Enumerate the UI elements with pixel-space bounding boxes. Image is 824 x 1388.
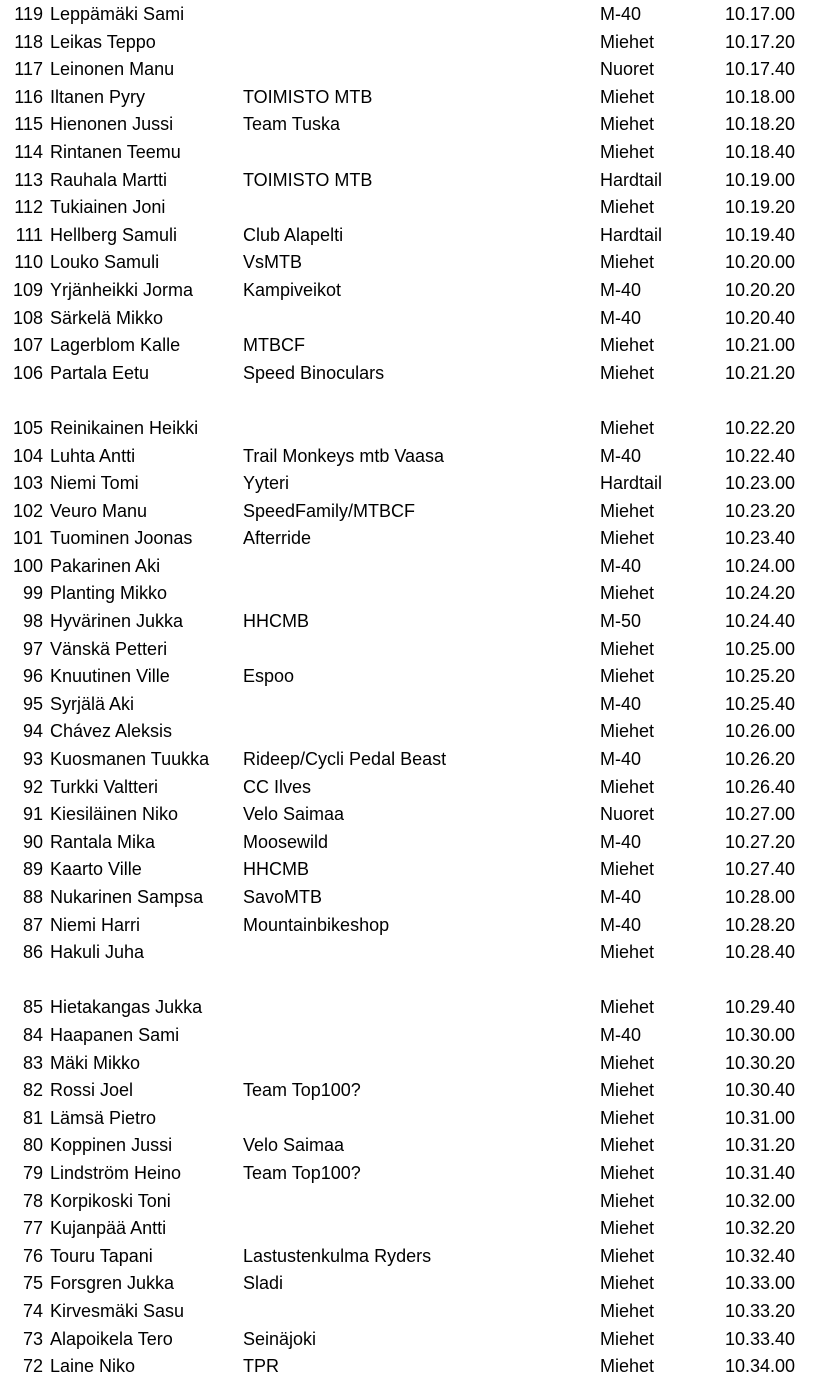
rider-class: Miehet [600, 1190, 655, 1211]
start-time: 10.18.40 [725, 141, 796, 162]
start-number: 100 [12, 555, 43, 576]
start-time: 10.23.40 [725, 528, 796, 549]
start-number: 92 [22, 776, 43, 797]
start-number: 80 [22, 1135, 43, 1156]
rider-name: Niemi Harri [50, 914, 140, 935]
start-time: 10.28.20 [725, 914, 796, 935]
start-time: 10.18.00 [725, 86, 796, 107]
rider-name: Hietakangas Jukka [50, 997, 203, 1018]
rider-class: Nuoret [600, 59, 655, 80]
start-number: 98 [22, 611, 43, 632]
start-number: 96 [22, 666, 43, 687]
start-number: 104 [12, 445, 43, 466]
table-row [0, 884, 824, 912]
start-time: 10.28.00 [725, 887, 796, 907]
table-row [0, 1326, 824, 1354]
start-number: 115 [14, 114, 43, 135]
start-time: 10.24.20 [725, 583, 796, 604]
start-number: 91 [22, 804, 43, 825]
rider-class: Miehet [600, 31, 655, 52]
rider-class: M-40 [600, 307, 642, 328]
start-number: 86 [22, 942, 43, 963]
rider-name: Luhta Antti [50, 445, 136, 466]
table-row [0, 1, 824, 29]
rider-name: Vänskä Petteri [50, 638, 168, 659]
table-row [0, 84, 824, 112]
table-row [0, 1160, 824, 1188]
start-number: 102 [12, 500, 43, 521]
table-row [0, 525, 824, 553]
start-time: 10.32.20 [725, 1218, 796, 1239]
table-row [0, 360, 824, 388]
rider-name: Lindström Heino [50, 1162, 182, 1183]
rider-class: Hardtail [600, 169, 663, 190]
start-time: 10.33.20 [725, 1300, 796, 1321]
rider-name: Alapoikela Tero [50, 1328, 173, 1349]
rider-club: Mountainbikeshop [243, 914, 390, 935]
rider-club: TOIMISTO MTB [243, 169, 373, 190]
rider-name: Hellberg Samuli [50, 224, 178, 245]
table-row [0, 1215, 824, 1243]
rider-name: Särkelä Mikko [50, 307, 164, 328]
start-number: 76 [22, 1245, 43, 1266]
table-row [0, 856, 824, 884]
start-time: 10.29.40 [725, 997, 796, 1018]
rider-club: Trail Monkeys mtb Vaasa [243, 445, 445, 466]
rider-club: Speed Binoculars [243, 362, 385, 383]
table-row [0, 553, 824, 581]
rider-name: Touru Tapani [50, 1245, 153, 1266]
rider-class: Miehet [600, 997, 655, 1018]
rider-class: Miehet [600, 1218, 655, 1239]
table-row [0, 443, 824, 471]
table-row [0, 1298, 824, 1326]
start-number: 109 [12, 279, 43, 300]
rider-name: Leppämäki Sami [50, 4, 185, 24]
rider-class: Miehet [600, 1080, 655, 1101]
rider-class: M-40 [600, 555, 642, 576]
rider-class: Miehet [600, 141, 655, 162]
start-number: 105 [12, 417, 43, 438]
start-number: 74 [22, 1300, 43, 1321]
rider-name: Korpikoski Toni [50, 1190, 171, 1211]
rider-name: Veuro Manu [50, 500, 148, 521]
rider-club: SpeedFamily/MTBCF [243, 500, 416, 521]
rider-name: Tuominen Joonas [50, 528, 193, 549]
rider-club: Moosewild [243, 831, 329, 852]
rider-class: Miehet [600, 528, 655, 549]
rider-class: Miehet [600, 1328, 655, 1349]
rider-name: Iltanen Pyry [50, 86, 146, 107]
start-time: 10.23.00 [725, 473, 796, 494]
start-time: 10.33.40 [725, 1328, 796, 1349]
rider-class: M-40 [600, 1024, 642, 1045]
start-time: 10.25.40 [725, 693, 796, 714]
rider-class: Miehet [600, 776, 655, 797]
rider-club: Club Alapelti [243, 224, 344, 245]
start-time: 10.28.40 [725, 942, 796, 963]
start-time: 10.27.20 [725, 831, 796, 852]
rider-club: Rideep/Cycli Pedal Beast [243, 749, 447, 770]
start-number: 113 [14, 169, 43, 190]
rider-name: Tukiainen Joni [50, 197, 166, 218]
start-time: 10.22.40 [725, 445, 796, 466]
rider-club: Yyteri [243, 473, 290, 494]
start-time: 10.25.20 [725, 666, 796, 687]
rider-club: Afterride [243, 528, 312, 549]
rider-name: Chávez Aleksis [50, 721, 173, 742]
rider-name: Koppinen Jussi [50, 1135, 173, 1156]
rider-name: Yrjänheikki Jorma [50, 279, 194, 300]
rider-club: Sladi [243, 1273, 284, 1294]
start-number: 78 [22, 1190, 43, 1211]
table-row [0, 1105, 824, 1133]
rider-name: Syrjälä Aki [50, 693, 135, 714]
table-row [0, 1022, 824, 1050]
start-time: 10.27.40 [725, 859, 796, 880]
table-row [0, 580, 824, 608]
rider-class: M-40 [600, 279, 642, 300]
rider-club: Seinäjoki [243, 1328, 317, 1349]
rider-club: Team Tuska [243, 114, 341, 135]
start-time: 10.26.20 [725, 749, 796, 770]
rider-club: HHCMB [243, 611, 309, 632]
start-number: 77 [22, 1218, 43, 1239]
group-separator [0, 387, 824, 415]
start-time: 10.20.00 [725, 252, 796, 273]
start-number: 110 [14, 252, 43, 273]
start-time: 10.31.00 [725, 1107, 796, 1128]
table-row [0, 636, 824, 664]
rider-class: Nuoret [600, 804, 655, 825]
rider-name: Hakuli Juha [50, 942, 145, 963]
rider-class: Miehet [600, 1300, 655, 1321]
start-time: 10.23.20 [725, 500, 796, 521]
start-number: 106 [12, 362, 43, 383]
rider-club: Velo Saimaa [243, 804, 345, 825]
start-time: 10.21.00 [725, 335, 796, 356]
start-number: 75 [22, 1273, 43, 1294]
table-row [0, 470, 824, 498]
table-row [0, 1270, 824, 1298]
table-row [0, 663, 824, 691]
rider-class: Miehet [600, 335, 655, 356]
rider-name: Louko Samuli [50, 252, 160, 273]
start-time: 10.17.20 [725, 31, 796, 52]
rider-class: M-40 [600, 749, 642, 770]
rider-club: Kampiveikot [243, 279, 342, 300]
start-time: 10.26.00 [725, 721, 796, 742]
start-time: 10.17.00 [725, 4, 796, 24]
table-row [0, 56, 824, 84]
rider-class: Miehet [600, 638, 655, 659]
rider-name: Lagerblom Kalle [50, 335, 181, 356]
start-time: 10.20.20 [725, 279, 796, 300]
table-row [0, 939, 824, 967]
start-number: 103 [12, 473, 43, 494]
start-number: 108 [12, 307, 43, 328]
rider-club: Team Top100? [243, 1162, 361, 1183]
start-number: 94 [22, 721, 43, 742]
rider-name: Nukarinen Sampsa [50, 887, 204, 907]
rider-class: Miehet [600, 114, 655, 135]
table-row [0, 415, 824, 443]
rider-class: M-40 [600, 445, 642, 466]
start-number: 72 [22, 1356, 43, 1377]
table-row [0, 1353, 824, 1381]
rider-class: Miehet [600, 859, 655, 880]
start-time: 10.32.40 [725, 1245, 796, 1266]
rider-class: Hardtail [600, 473, 663, 494]
start-time: 10.30.20 [725, 1052, 796, 1073]
start-time: 10.22.20 [725, 417, 796, 438]
rider-class: Miehet [600, 1356, 655, 1377]
table-row [0, 718, 824, 746]
table-row [0, 167, 824, 195]
start-number: 88 [22, 887, 43, 907]
rider-name: Rauhala Martti [50, 169, 168, 190]
table-row [0, 1243, 824, 1271]
start-number: 97 [22, 638, 43, 659]
rider-club: Velo Saimaa [243, 1135, 345, 1156]
start-number: 118 [14, 31, 43, 52]
group-separator [0, 967, 824, 995]
start-number: 73 [22, 1328, 43, 1349]
rider-class: Miehet [600, 1135, 655, 1156]
rider-class: Miehet [600, 1052, 655, 1073]
table-row [0, 746, 824, 774]
start-time: 10.24.40 [725, 611, 796, 632]
rider-name: Kaarto Ville [50, 859, 142, 880]
start-list-table [0, 1, 824, 1381]
rider-name: Planting Mikko [50, 583, 168, 604]
start-number: 81 [22, 1107, 43, 1128]
rider-club: SavoMTB [243, 887, 323, 907]
table-row [0, 829, 824, 857]
table-row [0, 332, 824, 360]
start-number: 87 [22, 914, 43, 935]
rider-name: Kuosmanen Tuukka [50, 749, 210, 770]
rider-class: M-40 [600, 914, 642, 935]
start-number: 89 [22, 859, 43, 880]
start-time: 10.19.00 [725, 169, 796, 190]
rider-name: Lämsä Pietro [50, 1107, 157, 1128]
rider-class: Miehet [600, 86, 655, 107]
table-row [0, 912, 824, 940]
start-time: 10.34.00 [725, 1356, 796, 1377]
table-row [0, 194, 824, 222]
rider-class: Miehet [600, 1162, 655, 1183]
start-number: 79 [22, 1162, 43, 1183]
table-row [0, 994, 824, 1022]
rider-club: Team Top100? [243, 1080, 361, 1101]
start-number: 101 [12, 528, 43, 549]
rider-class: Miehet [600, 583, 655, 604]
table-row [0, 1132, 824, 1160]
start-time: 10.20.40 [725, 307, 796, 328]
rider-class: Miehet [600, 500, 655, 521]
rider-class: M-40 [600, 4, 642, 24]
rider-name: Hyvärinen Jukka [50, 611, 184, 632]
start-time: 10.32.00 [725, 1190, 796, 1211]
table-row [0, 305, 824, 333]
rider-name: Niemi Tomi [50, 473, 139, 494]
start-number: 83 [22, 1052, 43, 1073]
start-time: 10.31.40 [725, 1162, 796, 1183]
rider-name: Kirvesmäki Sasu [50, 1300, 185, 1321]
rider-name: Turkki Valtteri [50, 776, 159, 797]
start-time: 10.27.00 [725, 804, 796, 825]
start-time: 10.30.40 [725, 1080, 796, 1101]
start-number: 116 [14, 86, 43, 107]
rider-club: VsMTB [243, 252, 303, 273]
table-row [0, 608, 824, 636]
start-number: 111 [15, 224, 43, 245]
table-row [0, 29, 824, 57]
table-row [0, 139, 824, 167]
rider-name: Rintanen Teemu [50, 141, 181, 162]
rider-name: Laine Niko [50, 1356, 136, 1377]
table-row [0, 498, 824, 526]
start-number: 93 [22, 749, 43, 770]
rider-club: Lastustenkulma Ryders [243, 1245, 432, 1266]
rider-name: Forsgren Jukka [50, 1273, 175, 1294]
start-number: 90 [22, 831, 43, 852]
start-time: 10.26.40 [725, 776, 796, 797]
rider-class: Miehet [600, 666, 655, 687]
table-row [0, 222, 824, 250]
rider-name: Rossi Joel [50, 1080, 134, 1101]
rider-class: Miehet [600, 721, 655, 742]
start-number: 112 [14, 197, 43, 218]
rider-name: Hienonen Jussi [50, 114, 174, 135]
rider-class: Hardtail [600, 224, 663, 245]
start-number: 95 [22, 693, 43, 714]
start-number: 99 [22, 583, 43, 604]
rider-name: Haapanen Sami [50, 1024, 180, 1045]
table-row [0, 111, 824, 139]
rider-name: Kujanpää Antti [50, 1218, 167, 1239]
start-number: 119 [14, 4, 43, 24]
rider-name: Knuutinen Ville [50, 666, 170, 687]
rider-class: M-40 [600, 831, 642, 852]
rider-class: Miehet [600, 197, 655, 218]
rider-name: Mäki Mikko [50, 1052, 141, 1073]
table-row [0, 1050, 824, 1078]
rider-class: M-50 [600, 611, 642, 632]
start-number: 85 [22, 997, 43, 1018]
start-time: 10.33.00 [725, 1273, 796, 1294]
rider-class: Miehet [600, 1273, 655, 1294]
start-time: 10.18.20 [725, 114, 796, 135]
start-number: 107 [12, 335, 43, 356]
start-number: 82 [22, 1080, 43, 1101]
rider-class: M-40 [600, 693, 642, 714]
rider-name: Rantala Mika [50, 831, 156, 852]
start-time: 10.24.00 [725, 555, 796, 576]
rider-class: Miehet [600, 252, 655, 273]
rider-club: Espoo [243, 666, 295, 687]
start-time: 10.19.20 [725, 197, 796, 218]
start-time: 10.31.20 [725, 1135, 796, 1156]
start-time: 10.25.00 [725, 638, 796, 659]
table-row [0, 1077, 824, 1105]
rider-class: Miehet [600, 1245, 655, 1266]
rider-class: Miehet [600, 1107, 655, 1128]
rider-class: Miehet [600, 362, 655, 383]
rider-club: CC Ilves [243, 776, 312, 797]
rider-name: Leikas Teppo [50, 31, 156, 52]
start-number: 114 [14, 141, 43, 162]
rider-class: Miehet [600, 942, 655, 963]
table-row [0, 691, 824, 719]
start-time: 10.30.00 [725, 1024, 796, 1045]
table-row [0, 277, 824, 305]
rider-club: TOIMISTO MTB [243, 86, 373, 107]
start-time: 10.21.20 [725, 362, 796, 383]
table-row [0, 774, 824, 802]
rider-club: HHCMB [243, 859, 309, 880]
rider-club: TPR [243, 1356, 279, 1377]
start-number: 84 [22, 1024, 43, 1045]
rider-class: M-40 [600, 887, 642, 907]
start-time: 10.19.40 [725, 224, 796, 245]
rider-class: Miehet [600, 417, 655, 438]
start-time: 10.17.40 [725, 59, 796, 80]
table-row [0, 1188, 824, 1216]
rider-name: Pakarinen Aki [50, 555, 161, 576]
rider-club: MTBCF [243, 335, 305, 356]
rider-name: Partala Eetu [50, 362, 150, 383]
table-row [0, 801, 824, 829]
rider-name: Leinonen Manu [50, 59, 175, 80]
start-number: 117 [14, 59, 43, 80]
rider-name: Reinikainen Heikki [50, 417, 199, 438]
rider-name: Kiesiläinen Niko [50, 804, 179, 825]
table-row [0, 249, 824, 277]
